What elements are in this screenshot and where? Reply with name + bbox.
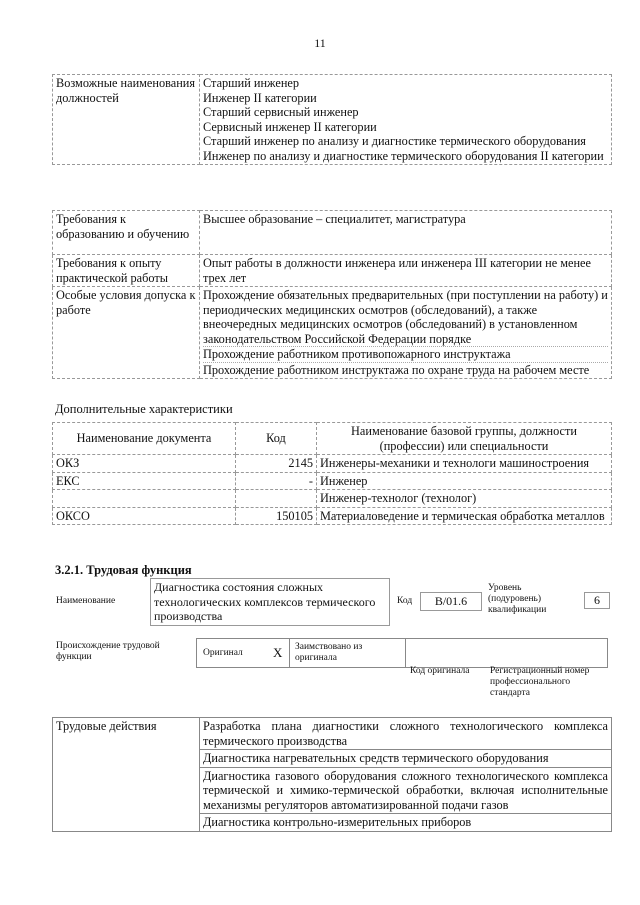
page-number: 11 [314,36,326,50]
positions-list [200,75,612,165]
row-group: Инженер [317,472,612,490]
function-title: 3.2.1. Трудовая функция [55,563,192,577]
condition-item: Прохождение работником инструктажа по охране труда на рабочем месте [203,362,590,377]
code-original-label: Код оригинала [410,666,470,676]
function-name-label: Наименование [56,596,116,606]
row-code: 150105 [236,507,317,525]
origin-divider [405,639,406,667]
header-group: Наименование базовой группы, должности (профессии) или специальности [317,423,612,455]
positions-table [52,74,612,165]
row-group: Инженер-технолог (технолог) [317,490,612,508]
row-group: Материаловедение и термическая обработка металлов [317,507,612,525]
education-value: Высшее образование – специалитет, магистратура [200,211,612,255]
requirements-table [52,210,612,379]
level-value: 6 [584,592,610,609]
conditions-list [200,287,612,379]
original-label: Оригинал [203,648,243,658]
action-item: Разработка плана диагностики сложного технологического комплекса термического производства [200,718,612,750]
row-group: Инженеры-механики и технологи машиностроения [317,455,612,473]
function-code-label: Код [397,596,413,606]
reg-number-label: Регистрационный номер профессионального стандарта [490,666,590,698]
additional-table [52,422,612,525]
experience-label: Требования к опыту практической работы [53,255,200,287]
row-doc: ОКЗ [53,455,236,473]
action-item: Диагностика контрольно-измерительных приборов [200,814,612,832]
position-item: Старший инженер [203,76,300,90]
row-code: 2145 [236,455,317,473]
positions-label: Возможные наименования должностей [53,75,200,165]
row-doc [53,490,236,508]
original-mark: X [273,645,283,660]
position-item: Сервисный инженер II категории [203,119,377,134]
origin-box [196,638,608,668]
header-code: Код [236,423,317,455]
position-item: Инженер II категории [203,90,317,105]
conditions-label: Особые условия допуска к работе [53,287,200,379]
function-code-value: B/01.6 [420,592,482,611]
origin-label: Происхождение трудовой функции [56,641,160,662]
level-label: Уровень (подуровень) квалификации [488,583,547,615]
experience-value: Опыт работы в должности инженера или инженера III категории не менее трех лет [200,255,612,287]
function-name-value: Диагностика состояния сложных технологических комплексов термического производства [150,578,390,626]
origin-divider [289,639,290,667]
additional-title: Дополнительные характеристики [55,402,233,416]
position-item: Инженер по анализу и диагностике термического оборудования II категории [203,148,604,163]
position-item: Старший сервисный инженер [203,105,359,119]
row-doc: ЕКС [53,472,236,490]
action-item: Диагностика газового оборудования сложного технологического комплекса термической и химико-термической обработки, включая исполнительные механизмы регуляторов автоматизированной подачи газов [200,767,612,814]
position-item: Старший инженер по анализу и диагностике термического оборудования [203,134,586,148]
row-doc: ОКСО [53,507,236,525]
borrowed-label: Заимствовано из оригинала [295,642,363,663]
row-code [236,490,317,508]
action-item: Диагностика нагревательных средств термического оборудования [200,750,612,768]
education-label: Требования к образованию и обучению [53,211,200,255]
condition-item: Прохождение работником противопожарного инструктажа [203,347,608,363]
actions-table [52,717,612,832]
condition-item: Прохождение обязательных предварительных (при поступлении на работу) и периодических медицинских осмотров (обследований), а также внеочередных медицинских осмотров (обследований) в установленном законодательством Российской Федерации порядке [203,288,608,346]
actions-label: Трудовые действия [53,718,200,832]
row-code: - [236,472,317,490]
header-doc: Наименование документа [53,423,236,455]
